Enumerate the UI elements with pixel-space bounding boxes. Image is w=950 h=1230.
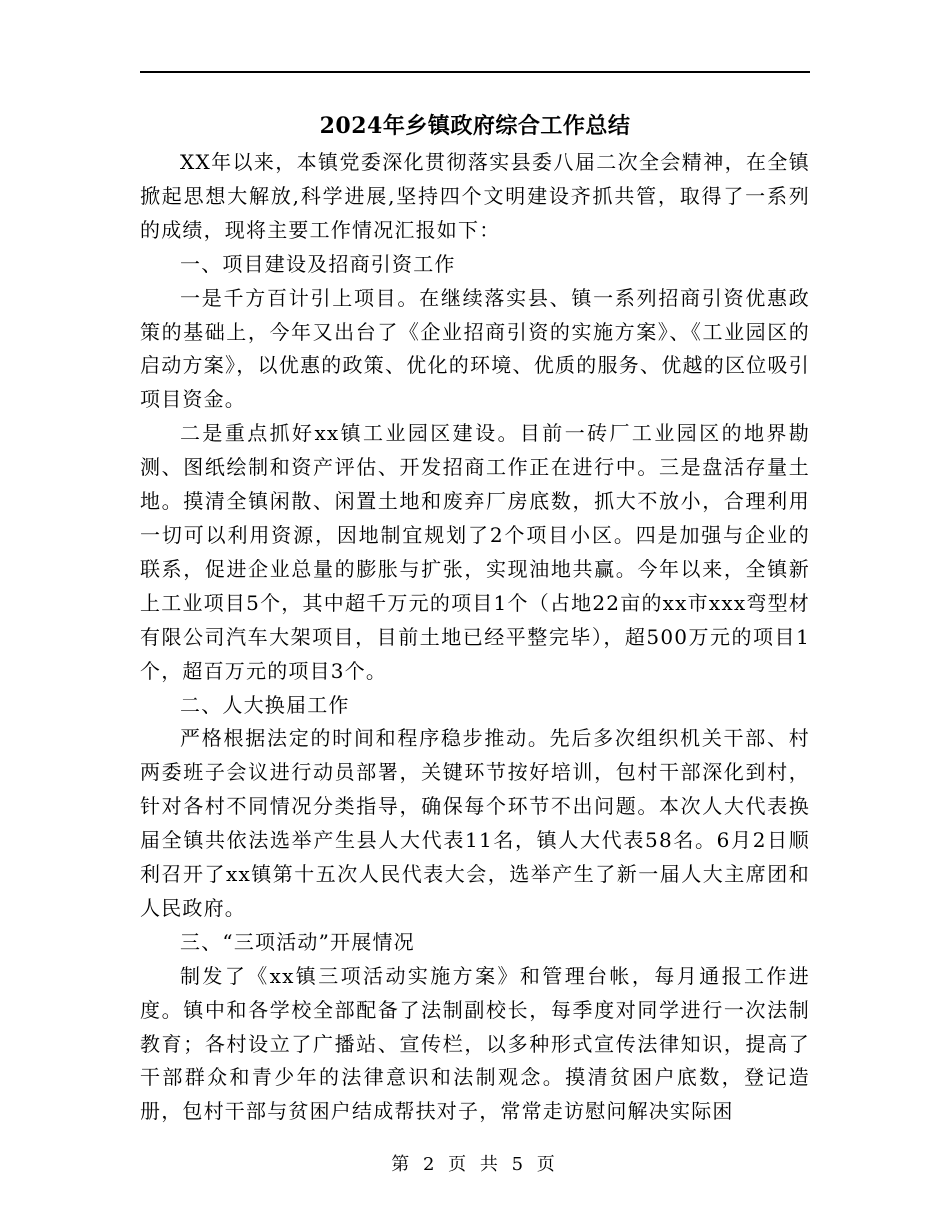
paragraph-projects-2: 二是重点抓好xx镇工业园区建设。目前一砖厂工业园区的地界勘测、图纸绘制和资产评估、开发招商工作正在进行中。三是盘活存量土地。摸清全镇闲散、闲置土地和废弃厂房底数，抓大不放小，合理利用一切可以利用资源，因地制宜规划了2个项目小区。四是加强与企业的联系，促进企业总量的膨胀与扩张，实现油地共赢。今年以来，全镇新上工业项目5个，其中超千万元的项目1个（占地22亩的xx市xxx弯型材有限公司汽车大架项目，目前土地已经平整完毕），超500万元的项目1个，超百万元的项目3个。 <box>140 421 810 683</box>
paragraph-election: 严格根据法定的时间和程序稳步推动。先后多次组织机关干部、村两委班子会议进行动员部署，关键环节按好培训，包村干部深化到村，针对各村不同情况分类指导，确保每个环节不出问题。本次人大代表换届全镇共依法选举产生县人大代表11名，镇人大代表58名。6月2日顺利召开了xx镇第十五次人民代表大会，选举产生了新一届人大主席团和人民政府。 <box>140 726 810 920</box>
section-heading-election: 二、人大换届工作 <box>180 692 350 717</box>
paragraph-intro: XX年以来，本镇党委深化贯彻落实县委八届二次全会精神，在全镇掀起思想大解放,科学进展,坚持四个文明建设齐抓共管，取得了一系列的成绩，现将主要工作情况汇报如下： <box>140 150 810 242</box>
header-rule <box>140 71 810 73</box>
section-heading-projects: 一、项目建设及招商引资工作 <box>180 251 456 276</box>
document-title: 2024年乡镇政府综合工作总结 <box>319 113 631 139</box>
section-heading-activities: 三、“三项活动”开展情况 <box>180 929 415 954</box>
document-body <box>140 146 810 1129</box>
paragraph-projects-1: 一是千方百计引上项目。在继续落实县、镇一系列招商引资优惠政策的基础上，今年又出台了《企业招商引资的实施方案》、《工业园区的启动方案》，以优惠的政策、优化的环境、优质的服务、优越的区位吸引项目资金。 <box>140 285 810 412</box>
paragraph-activities: 制发了《xx镇三项活动实施方案》和管理台帐，每月通报工作进度。镇中和各学校全部配备了法制副校长，每季度对同学进行一次法制教育；各村设立了广播站、宣传栏，以多种形式宣传法律知识，提高了干部群众和青少年的法律意识和法制观念。摸清贫困户底数，登记造册，包村干部与贫困户结成帮扶对子，常常走访慰问解决实际困 <box>140 963 810 1124</box>
page-number-footer: 第 2 页 共 5 页 <box>391 1154 559 1175</box>
